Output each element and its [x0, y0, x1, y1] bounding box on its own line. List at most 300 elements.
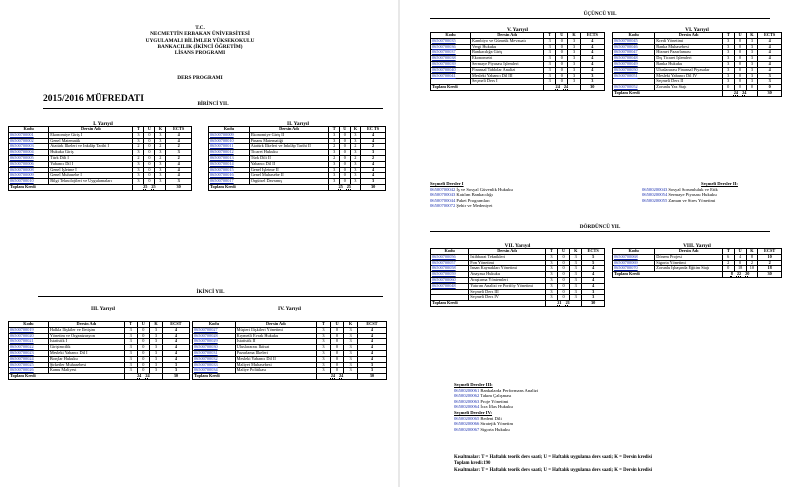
course-name: İstatistik I	[48, 339, 124, 345]
course-code: 06500700008	[9, 167, 49, 173]
course-t: 3	[124, 350, 137, 356]
elective-code: 06500200065	[454, 415, 480, 421]
elective-name: Takım Çalışması	[479, 393, 512, 399]
col-ects-header: ECST	[357, 322, 386, 328]
course-u: 0	[137, 339, 150, 345]
course-name: Borçlar Hukuku	[48, 356, 124, 362]
course-name: İstihbarat Teknikleri	[469, 254, 546, 260]
course-t: 3	[124, 327, 137, 333]
course-t: 3	[133, 173, 144, 179]
course-k: 3	[746, 44, 758, 50]
course-t: 3	[545, 266, 557, 272]
course-name: Genel İşletme II	[249, 167, 329, 173]
course-code: 06500700045	[613, 38, 655, 44]
course-k: 3	[344, 327, 358, 333]
course-k: 3	[350, 161, 361, 167]
course-name: Genel Muhasebe II	[249, 173, 329, 179]
col-u-header: U	[556, 33, 568, 39]
course-t: 3	[133, 132, 144, 138]
course-t: 3	[329, 173, 340, 179]
col-ects-header: ECTS	[580, 33, 604, 39]
total-credits-values	[722, 272, 757, 278]
course-u: 0	[137, 333, 150, 339]
col-u-header: U	[734, 33, 746, 39]
total-credit-t: 21	[557, 300, 562, 306]
course-u: 0	[137, 327, 150, 333]
col-k-header: K	[746, 249, 758, 255]
course-name: Seçmeli Ders II	[655, 79, 723, 85]
total-credit-t2: 25	[151, 183, 156, 189]
course-u: 4	[734, 254, 746, 260]
course-t: 3	[317, 327, 331, 333]
elective-name: Sermaye Piyasası Hukuku	[667, 192, 717, 198]
elective-name: İş ve Sosyal Güvenlik Hukuku	[455, 186, 513, 192]
course-name: Türk Dili II	[249, 155, 329, 161]
total-credits-label: Toplam Kredi	[431, 301, 546, 307]
course-k: 3	[155, 138, 166, 144]
course-name: Genel İşletme I	[49, 167, 133, 173]
course-name: Mesleki Yabancı Dil IV	[655, 73, 723, 79]
course-ects: 3	[361, 150, 386, 156]
col-name-header: Dersin Adı	[655, 33, 723, 39]
course-t: 6	[722, 254, 734, 260]
course-k: 3	[155, 161, 166, 167]
course-code: 06500700057	[431, 260, 469, 266]
course-code: 06500700011	[209, 144, 250, 150]
course-code: 06500700052	[613, 85, 655, 91]
course-k: 3	[568, 38, 580, 44]
course-name: İstatistik II	[235, 339, 316, 345]
course-u: 0	[137, 345, 150, 351]
total-credit-t2: 22	[736, 271, 742, 277]
course-k: 3	[746, 56, 758, 62]
course-code: 06500700046	[613, 44, 655, 50]
course-code: 06500700026	[9, 368, 49, 374]
course-u: 18	[734, 266, 746, 272]
course-t: 3	[544, 50, 556, 56]
course-t: 2	[722, 260, 734, 266]
course-t: 3	[124, 345, 137, 351]
course-code: 06500700050	[613, 67, 655, 73]
course-name: Pazarlama İlkeleri	[235, 350, 316, 356]
electives-3	[454, 382, 714, 432]
electives-2-title: Seçmeli Dersler II:	[701, 181, 738, 186]
elective-name: Paket Programları	[455, 197, 490, 203]
course-u: 0	[144, 150, 155, 156]
col-name-header: Dersin Adı	[469, 249, 546, 255]
course-code: 06500700036	[431, 44, 471, 50]
total-row	[431, 301, 605, 307]
course-t: 3	[544, 38, 556, 44]
course-u: 0	[558, 289, 570, 295]
course-u: 0	[558, 254, 570, 260]
course-u: 0	[556, 56, 568, 62]
course-name: Sermaye Piyasası İşlemleri	[471, 61, 544, 67]
course-u: 0	[734, 44, 746, 50]
course-name: Kredi Yönetimi	[655, 38, 723, 44]
total-ects: 30	[758, 272, 782, 278]
course-t: 3	[545, 254, 557, 260]
semester-1-title: I. Yarıyıl	[93, 121, 113, 127]
col-ects-header: EC TS	[361, 127, 386, 133]
course-k: 3	[570, 254, 582, 260]
course-name: Banka Muhasebesi	[655, 44, 723, 50]
semester-2-table	[208, 126, 386, 191]
elective-code: 06500200043	[642, 186, 668, 192]
course-u: 0	[556, 79, 568, 85]
semester-5-table	[430, 32, 605, 91]
col-code-header: Kodu	[613, 33, 655, 39]
course-t: 3	[545, 260, 557, 266]
course-u: 0	[144, 138, 155, 144]
course-ects: 4	[758, 61, 782, 67]
course-ects: 4	[582, 283, 605, 289]
course-ects: 4	[758, 38, 782, 44]
course-code: 06500700033	[193, 362, 236, 368]
course-ects: 4	[162, 339, 189, 345]
course-ects: 4	[357, 333, 386, 339]
course-name: Yönetim ve Organizasyon	[48, 333, 124, 339]
total-row	[613, 90, 782, 96]
total-credits-label: Toplam Kredi	[431, 85, 544, 91]
course-k: 3	[155, 150, 166, 156]
electives-2	[642, 181, 797, 203]
course-t: 2	[329, 155, 340, 161]
course-k: 2	[350, 155, 361, 161]
course-u: 0	[556, 50, 568, 56]
col-name-header: Dersin Adı	[49, 127, 133, 133]
course-code: 06500700030	[193, 345, 236, 351]
course-name: Ekonometri	[471, 56, 544, 62]
course-k: 3	[150, 339, 163, 345]
course-code: 06500700049	[613, 61, 655, 67]
elective-name: Katılım Bankacılığı	[455, 192, 493, 198]
elective-code: 06500200061	[454, 387, 480, 393]
course-t: 3	[133, 150, 144, 156]
course-k: 3	[350, 150, 361, 156]
course-u: 0	[144, 179, 155, 185]
course-name: Atatürk İlkeleri ve İnkılâp Tarihi I	[49, 144, 133, 150]
course-code: 06500700014	[209, 161, 250, 167]
course-name: Ekonomiye Giriş II	[249, 132, 329, 138]
col-k-header: K	[568, 33, 580, 39]
course-k: 3	[746, 38, 758, 44]
course-name: Örgütsel Davranış	[249, 179, 329, 185]
course-k: 3	[155, 132, 166, 138]
course-u: 0	[144, 167, 155, 173]
course-ects: 4	[166, 173, 192, 179]
total-credit-t: 8	[730, 271, 733, 277]
semester-5-title: V. Yarıyıl	[507, 27, 528, 33]
course-ects: 4	[361, 132, 386, 138]
course-k: 3	[746, 67, 758, 73]
course-u: 0	[734, 85, 746, 91]
course-code: 06500700020	[9, 333, 49, 339]
col-code-header: Kodu	[613, 249, 655, 255]
course-u: 0	[558, 260, 570, 266]
course-ects: 4	[580, 44, 604, 50]
total-ects: 30	[582, 301, 605, 307]
course-ects: 3	[357, 368, 386, 374]
course-t: 3	[329, 132, 340, 138]
course-ects: 3	[580, 79, 604, 85]
course-u: 0	[556, 44, 568, 50]
course-u: 0	[558, 266, 570, 272]
course-ects: 10	[758, 254, 782, 260]
course-ects: 4	[361, 161, 386, 167]
course-ects: 2	[758, 260, 782, 266]
course-code: 06500700068	[613, 254, 655, 260]
semester-8-table	[612, 248, 782, 278]
course-u: 0	[330, 333, 344, 339]
course-t: 3	[545, 277, 557, 283]
course-k: 3	[344, 368, 358, 374]
course-u: 0	[144, 132, 155, 138]
electives-1	[430, 181, 610, 209]
course-name: Hukuka Giriş	[49, 150, 133, 156]
course-t: 3	[722, 56, 734, 62]
total-ects: 30	[166, 184, 192, 190]
course-u: 0	[137, 350, 150, 356]
course-name: Yabancı Dil I	[49, 161, 133, 167]
course-k: 8	[746, 254, 758, 260]
course-name: Atatürk İlkeleri ve İnkılâp Tarihi II	[249, 144, 329, 150]
elective-code: 06500200066	[454, 421, 480, 427]
course-ects: 4	[580, 50, 604, 56]
course-code: 06500700010	[9, 179, 49, 185]
total-ects: 30	[162, 374, 189, 380]
course-ects: 4	[357, 345, 386, 351]
course-name: Genel Muhasebe I	[49, 173, 133, 179]
course-name: Ekonomiye Giriş I	[49, 132, 133, 138]
total-credits-label: Toplam Kredi	[209, 184, 329, 190]
col-t-header: T	[124, 322, 137, 328]
course-ects: 3	[758, 79, 782, 85]
course-ects: 2	[166, 155, 192, 161]
col-ects-header: ECST	[162, 322, 189, 328]
course-t: 3	[544, 56, 556, 62]
year-1-heading: BİRİNCİ YIL	[43, 101, 383, 109]
elective-code: 06500700043	[430, 192, 456, 198]
course-u: 0	[339, 132, 350, 138]
course-name: Anayasa Hukuku	[469, 272, 546, 278]
course-name: Kamu Maliyesi	[48, 368, 124, 374]
course-k: 3	[350, 179, 361, 185]
course-ects: 4	[580, 67, 604, 73]
course-t: 3	[722, 73, 734, 79]
course-t: 3	[544, 79, 556, 85]
course-u: 0	[734, 61, 746, 67]
course-name: Girişimcilik	[48, 345, 124, 351]
course-k: 3	[570, 266, 582, 272]
course-t: 3	[544, 67, 556, 73]
elective-code: 06500200067	[454, 426, 480, 432]
course-u: 0	[556, 61, 568, 67]
col-name-header: Dersin Adı	[471, 33, 544, 39]
col-code-header: Kodu	[431, 249, 469, 255]
legend-abbreviations-repeat: Kısaltmalar: T = Haftalık teorik ders saati; U = Haftalık uygulama ders saati; K = Dersin kredisi	[454, 467, 652, 473]
electives-4-title: Seçmeli Dersler IV:	[454, 409, 493, 415]
course-code: 06500700009	[209, 132, 250, 138]
course-k: 3	[570, 283, 582, 289]
total-credits-label: Toplam Kredi	[613, 90, 723, 96]
course-u: 0	[330, 362, 344, 368]
course-k: 2	[746, 260, 758, 266]
course-t: 3	[317, 333, 331, 339]
course-t: 0	[722, 85, 734, 91]
course-name: Mesleki Yabancı Dil II	[235, 356, 316, 362]
course-u: 0	[144, 173, 155, 179]
course-code: 06500700023	[9, 350, 49, 356]
course-code: 06500700012	[209, 150, 250, 156]
course-code: 06500700016	[209, 173, 250, 179]
course-code: 06500700047	[613, 50, 655, 56]
col-code-header: Kodu	[9, 322, 49, 328]
col-k-header: K	[155, 127, 166, 133]
total-credits-values	[133, 184, 166, 190]
course-name: Hizmet Pazarlaması	[655, 50, 723, 56]
total-credit-t: 24	[137, 373, 142, 379]
total-credits-label: Toplam Kredi	[9, 374, 125, 380]
course-k: 3	[155, 179, 166, 185]
course-t: 3	[722, 61, 734, 67]
course-code: 06500700005	[9, 155, 49, 161]
course-k: 3	[350, 167, 361, 173]
course-ects: 4	[582, 266, 605, 272]
header-line: T.C.	[195, 25, 205, 31]
course-name: Uluslararası İktisat	[235, 345, 316, 351]
course-u: 0	[339, 144, 350, 150]
course-u: 0	[144, 155, 155, 161]
total-credits-label: Toplam Kredi	[193, 374, 317, 380]
total-credits-label: Toplam Kredi	[613, 272, 723, 278]
col-code-header: Kodu	[9, 127, 49, 133]
course-t: 3	[124, 362, 137, 368]
course-u: 0	[558, 295, 570, 301]
course-t: 3	[124, 356, 137, 362]
course-ects: 5	[582, 260, 605, 266]
course-u: 0	[330, 345, 344, 351]
course-u: 0	[339, 138, 350, 144]
course-ects: 3	[758, 73, 782, 79]
course-k: 3	[746, 73, 758, 79]
year-2-heading: İKİNCİ YIL	[38, 289, 383, 297]
course-u: 0	[339, 155, 350, 161]
course-code: 06500700019	[9, 327, 49, 333]
page-right	[400, 0, 800, 487]
course-t: 3	[133, 138, 144, 144]
total-credit-t: 25	[143, 183, 148, 189]
course-k: 2	[155, 155, 166, 161]
elective-name: Stratejik Yönetim	[479, 421, 514, 427]
elective-name: Şehir ve Medeniyet	[455, 203, 493, 209]
course-k: 3	[568, 44, 580, 50]
course-u: 0	[330, 356, 344, 362]
course-ects: 4	[361, 173, 386, 179]
course-k: 3	[570, 289, 582, 295]
course-t: 3	[722, 50, 734, 56]
elective-code: 06500700042	[430, 186, 456, 192]
total-credits-values	[317, 374, 358, 380]
course-ects: 3	[166, 150, 192, 156]
course-k: 3	[746, 50, 758, 56]
course-ects: 4	[162, 356, 189, 362]
course-code: 06500700002	[9, 138, 49, 144]
course-ects: 4	[166, 138, 192, 144]
total-row	[9, 184, 192, 190]
course-t: 3	[317, 356, 331, 362]
legend	[454, 455, 794, 474]
course-name: Fon Yönetimi	[469, 260, 546, 266]
course-u: 0	[330, 339, 344, 345]
electives-1-title: Seçmeli Dersler I	[430, 181, 464, 186]
course-u: 0	[339, 150, 350, 156]
course-k: 0	[746, 85, 758, 91]
course-t: 3	[317, 362, 331, 368]
course-ects: 4	[361, 167, 386, 173]
course-code: 06500700037	[431, 50, 471, 56]
course-name: Ticaret Hukuku	[249, 150, 329, 156]
elective-name: Sigorta Hukuku	[479, 426, 510, 432]
elective-code: 06500700072	[430, 203, 456, 209]
course-ects: 4	[582, 272, 605, 278]
elective-name: Proje Yönetimi	[479, 398, 509, 404]
course-k: 3	[746, 79, 758, 85]
course-k: 3	[568, 61, 580, 67]
col-t-header: T	[544, 33, 556, 39]
course-t: 3	[329, 179, 340, 185]
semester-7-table	[430, 248, 605, 307]
col-k-header: K	[350, 127, 361, 133]
course-ects: 4	[162, 345, 189, 351]
course-code: 06500700022	[9, 345, 49, 351]
total-row	[209, 184, 386, 190]
course-ects: 3	[162, 362, 189, 368]
course-code: 06500700039	[431, 61, 471, 67]
course-t: 3	[545, 289, 557, 295]
col-t-header: T	[329, 127, 340, 133]
course-name: Kambiyo ve Gümrük Mevzuatı	[471, 38, 544, 44]
course-k: 3	[344, 362, 358, 368]
course-t: 3	[133, 161, 144, 167]
total-credit-t2: 24	[563, 84, 569, 90]
course-ects: 3	[166, 179, 192, 185]
semester-7-title: VII. Yarıyıl	[504, 243, 531, 249]
course-u: 0	[339, 167, 350, 173]
course-u: 0	[137, 362, 150, 368]
course-k: 3	[570, 260, 582, 266]
course-name: Yatırım Analizi ve Portföy Yönetimi	[469, 283, 546, 289]
total-ects: 30	[580, 85, 604, 91]
course-code: 06500700021	[9, 339, 49, 345]
course-t: 3	[317, 339, 331, 345]
course-k: 3	[344, 356, 358, 362]
course-t: 2	[329, 144, 340, 150]
col-k-header: K	[570, 249, 582, 255]
course-k: 10	[746, 266, 758, 272]
course-u: 0	[339, 173, 350, 179]
total-credits-label: Toplam Kredi	[9, 184, 133, 190]
total-credits-values	[545, 301, 582, 307]
col-u-header: U	[558, 249, 570, 255]
course-u: 0	[144, 144, 155, 150]
col-ects-header: ECTS	[758, 33, 782, 39]
total-credits-values	[722, 90, 757, 96]
course-u: 0	[144, 161, 155, 167]
course-ects: 2	[166, 144, 192, 150]
total-ects: 30	[357, 374, 386, 380]
col-k-header: K	[344, 322, 358, 328]
